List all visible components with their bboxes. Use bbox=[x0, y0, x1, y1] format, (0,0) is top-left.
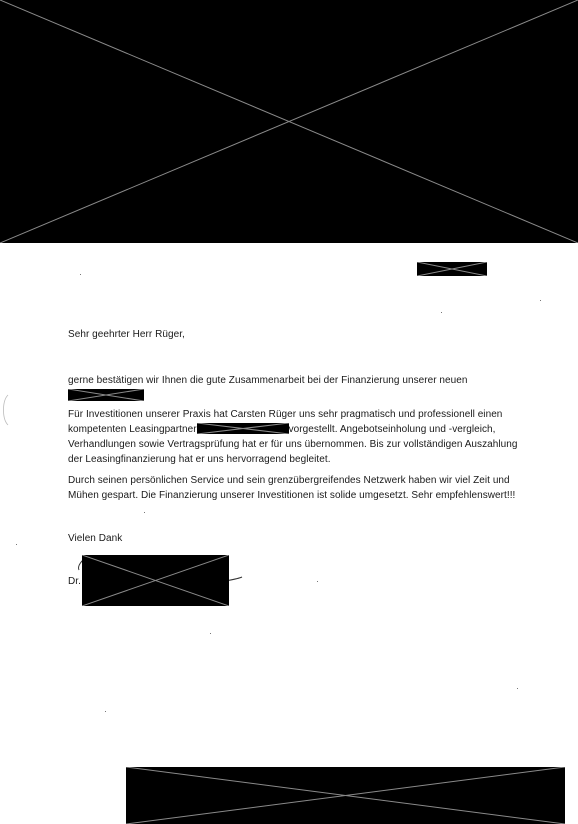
redaction-cross-icon bbox=[126, 767, 565, 824]
redacted-footer bbox=[126, 767, 565, 824]
redacted-item bbox=[68, 389, 144, 401]
letter-closing: Vielen Dank bbox=[68, 533, 123, 544]
stamp-mark-icon bbox=[0, 393, 10, 427]
paragraph-leasing-line-3: Verhandlungen sowie Vertragsprüfung hat er für uns übernommen. Bis zur vollständigen Auszahlung bbox=[68, 439, 518, 450]
scan-speck bbox=[16, 544, 17, 545]
redacted-date bbox=[417, 262, 487, 276]
paragraph-intro bbox=[68, 373, 468, 404]
scan-speck bbox=[317, 581, 318, 582]
redacted-leasing-partner bbox=[197, 423, 289, 434]
redaction-cross-icon bbox=[68, 389, 144, 401]
redaction-cross-icon bbox=[197, 423, 289, 434]
scan-speck bbox=[210, 633, 211, 634]
scan-speck bbox=[540, 300, 541, 301]
leasing-partner-continuation: vorgestellt. Angebotseinholung und -vergleich, bbox=[288, 424, 496, 435]
paragraph-leasing-line-2 bbox=[68, 422, 518, 437]
scan-speck bbox=[80, 274, 81, 275]
letter-salutation: Sehr geehrter Herr Rüger, bbox=[68, 329, 185, 340]
scan-speck bbox=[105, 711, 106, 712]
scan-speck bbox=[517, 688, 518, 689]
paragraph-recommendation bbox=[68, 473, 518, 503]
paragraph-intro-text: gerne bestätigen wir Ihnen die gute Zusammenarbeit bei der Finanzierung unserer neuen bbox=[68, 375, 468, 386]
paragraph-leasing-line-4: der Leasingfinanzierung hat er uns hervorragend begleitet. bbox=[68, 454, 331, 465]
redaction-cross-icon bbox=[417, 262, 487, 276]
paragraph-leasing bbox=[68, 407, 518, 467]
redacted-signature bbox=[82, 555, 229, 606]
redaction-cross-icon bbox=[0, 0, 578, 243]
redaction-cross-icon bbox=[82, 555, 229, 606]
redacted-letterhead bbox=[0, 0, 578, 243]
signatory-title: Dr. bbox=[68, 576, 81, 587]
paragraph-leasing-line-1: Für Investitionen unserer Praxis hat Carsten Rüger uns sehr pragmatisch und professionell einen bbox=[68, 409, 503, 420]
scan-speck bbox=[144, 512, 145, 513]
paragraph-recommendation-line-1: Durch seinen persönlichen Service und sein grenzübergreifendes Netzwerk haben wir viel Zeit und bbox=[68, 475, 510, 486]
paragraph-recommendation-line-2: Mühen gespart. Die Finanzierung unserer Investitionen ist solide umgesetzt. Sehr empfehlenswert!!! bbox=[68, 490, 516, 501]
leasing-partner-label: kompetenten Leasingpartner bbox=[68, 424, 197, 435]
scan-speck bbox=[441, 312, 442, 313]
